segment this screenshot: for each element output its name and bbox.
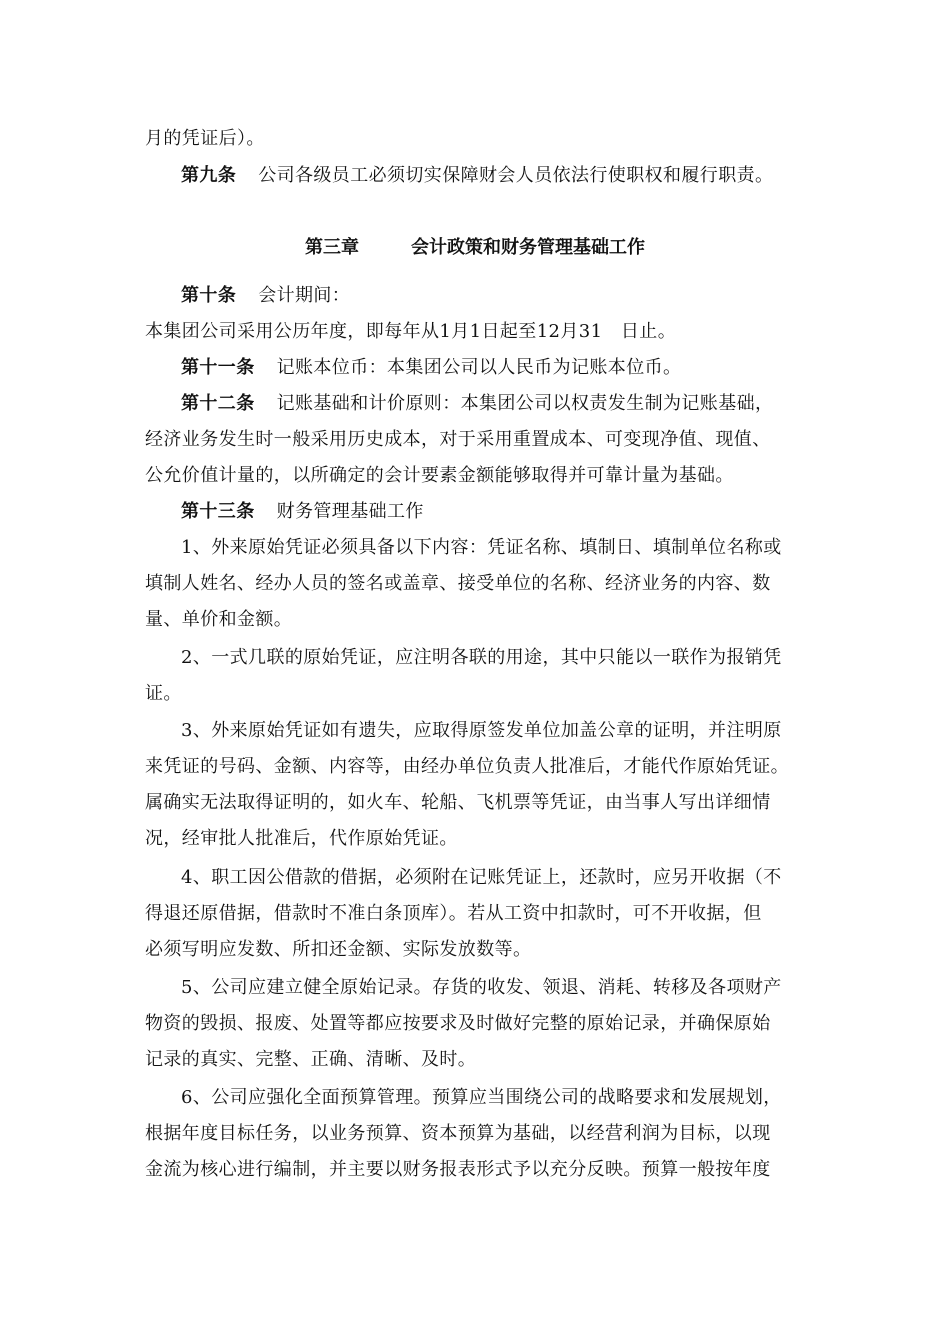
item-3-line-2: 来凭证的号码、金额、内容等，由经办单位负责人批准后，才能代作原始凭证。 [145, 756, 789, 777]
article-10-text: 会计期间： [258, 285, 351, 306]
item-6-line-2: 根据年度目标任务，以业务预算、资本预算为基础，以经营利润为目标，以现 [145, 1123, 771, 1144]
article-13-text: 财务管理基础工作 [276, 501, 424, 522]
item-5-line-1: 5、公司应建立健全原始记录。存货的收发、领退、消耗、转移及各项财产 [181, 977, 782, 998]
chapter-title: 会计政策和财务管理基础工作 [411, 237, 645, 258]
item-1-line-3: 量、单价和金额。 [145, 609, 293, 630]
article-9-title: 第九条 [181, 165, 237, 186]
article-11-title: 第十一条 [181, 357, 255, 378]
item-1-line-2: 填制人姓名、经办人员的签名或盖章、接受单位的名称、经济业务的内容、数 [145, 573, 771, 594]
chapter-heading [0, 236, 950, 260]
article-12-title: 第十二条 [181, 393, 255, 414]
item-3-line-3: 属确实无法取得证明的，如火车、轮船、飞机票等凭证，由当事人写出详细情 [145, 792, 771, 813]
article-10 [181, 284, 810, 308]
article-12 [181, 392, 810, 416]
article-12-text: 记账基础和计价原则：本集团公司以权责发生制为记账基础， [276, 393, 774, 414]
article-10-line-2: 本集团公司采用公历年度，即每年从1月1日起至12月31 日止。 [145, 321, 677, 342]
item-5-line-2: 物资的毁损、报废、处置等都应按要求及时做好完整的原始记录，并确保原始 [145, 1013, 771, 1034]
item-4-line-3: 必须写明应发数、所扣还金额、实际发放数等。 [145, 939, 532, 960]
article-9 [181, 164, 810, 188]
article-11-text: 记账本位币：本集团公司以人民币为记账本位币。 [276, 357, 682, 378]
item-2-line-1: 2、一式几联的原始凭证，应注明各联的用途，其中只能以一联作为报销凭 [181, 647, 782, 668]
item-4-line-1: 4、职工因公借款的借据，必须附在记账凭证上，还款时，应另开收据（不 [181, 867, 782, 888]
paragraph-continuation: 月的凭证后）。 [145, 128, 265, 149]
chapter-number: 第三章 [305, 237, 359, 258]
item-2-line-2: 证。 [145, 683, 182, 704]
item-3-line-1: 3、外来原始凭证如有遗失，应取得原签发单位加盖公章的证明，并注明原 [181, 720, 782, 741]
article-12-line-3: 公允价值计量的，以所确定的会计要素金额能够取得并可靠计量为基础。 [145, 465, 734, 486]
item-5-line-3: 记录的真实、完整、正确、清晰、及时。 [145, 1049, 477, 1070]
item-1-line-1: 1、外来原始凭证必须具备以下内容：凭证名称、填制日、填制单位名称或 [181, 537, 782, 558]
article-13-title: 第十三条 [181, 501, 255, 522]
article-12-line-2: 经济业务发生时一般采用历史成本，对于采用重置成本、可变现净值、现值、 [145, 429, 771, 450]
article-10-title: 第十条 [181, 285, 237, 306]
item-6-line-3: 金流为核心进行编制，并主要以财务报表形式予以充分反映。预算一般按年度 [145, 1159, 771, 1180]
item-4-line-2: 得退还原借据，借款时不准白条顶库）。若从工资中扣款时，可不开收据，但 [145, 903, 762, 924]
item-6-line-1: 6、公司应强化全面预算管理。预算应当围绕公司的战略要求和发展规划， [181, 1087, 782, 1108]
item-3-line-4: 况，经审批人批准后，代作原始凭证。 [145, 828, 458, 849]
article-13 [181, 500, 810, 524]
article-9-text: 公司各级员工必须切实保障财会人员依法行使职权和履行职责。 [258, 165, 774, 186]
article-11 [181, 356, 810, 380]
